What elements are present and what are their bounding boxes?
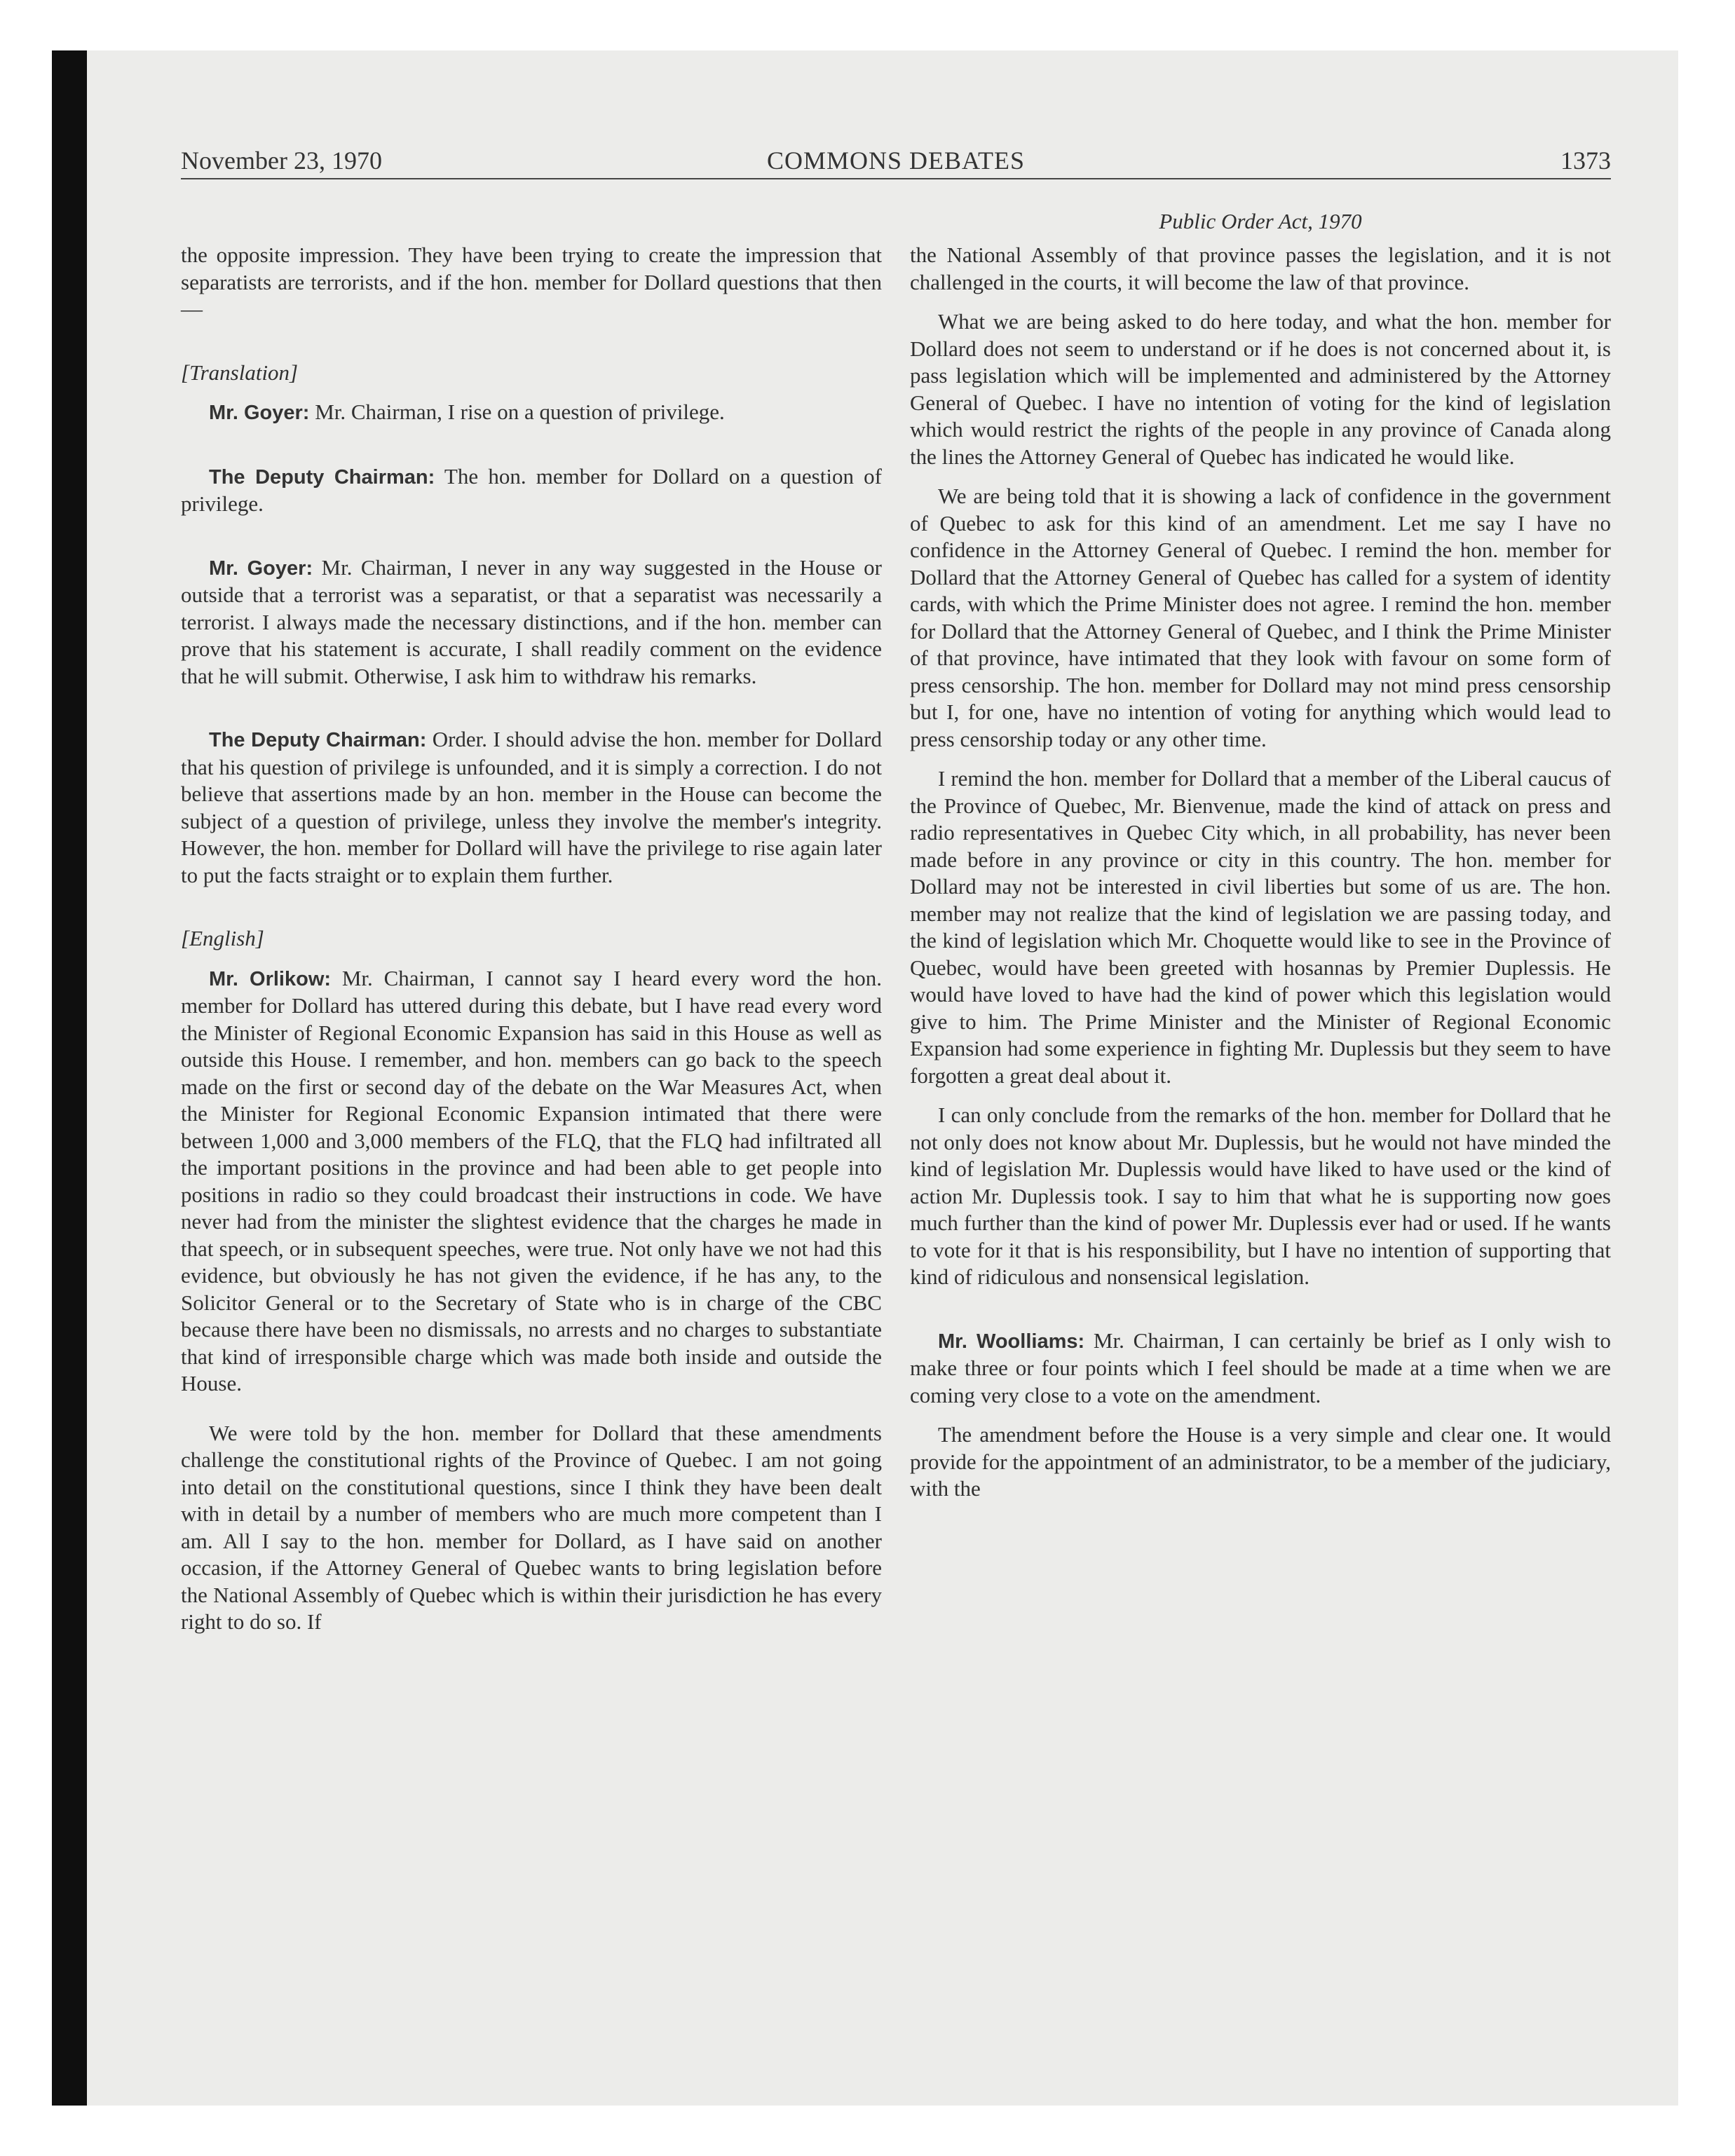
language-tag: [Translation] <box>181 360 299 385</box>
paragraph: the National Assembly of that province passes the legislation, and it is not challenged in the courts, it will become the law of that province. <box>910 243 1611 294</box>
paragraph: We were told by the hon. member for Dollard that these amendments challenge the constitutional rights of the Province of Quebec. I am not going into detail on the constitutional questions, since I think they have been dealt with in detail by a number of members who are much more competent than I am. All I say to the hon. member for Dollard, as I have said on another occasion, if the Attorney General of Quebec wants to bring legislation before the National Assembly of Quebec which is within their jurisdiction he has every right to do so. If <box>181 1420 882 1634</box>
language-tag: [English] <box>181 926 264 950</box>
speech-goyer <box>181 399 882 427</box>
speech-text: The hon. member for Dollard on a question of privilege. <box>181 463 882 516</box>
speech-orlikow <box>181 965 882 1398</box>
running-head: Public Order Act, 1970 <box>1159 209 1362 233</box>
publication-title: COMMONS DEBATES <box>766 146 1026 175</box>
paragraph: I remind the hon. member for Dollard that a member of the Liberal caucus of the Province of Quebec, Mr. Bienvenue, made the kind of attack on press and radio representatives in Quebec City which, in all probability, has never been made before in any province or city in this country. The hon. member for Dollard may not be interested in civil liberties but some of us are. The hon. member may not realize that the kind of legislation we are passing today, and the kind of legislation which Mr. Choquette would like to see in the Province of Quebec, would have been greeted with hosannas by Premier Duplessis. He would have loved to have had the kind of power which this legislation would give to him. The Prime Minister and the Minister of Regional Economic Expansion had some experience in fighting Mr. Duplessis but they seem to have forgotten a great deal about it. <box>910 766 1611 1088</box>
paragraph: I can only conclude from the remarks of the hon. member for Dollard that he not only does not know about Mr. Duplessis, but he would not have minded the kind of legislation Mr. Duplessis would have liked to have used or the kind of action Mr. Duplessis took. I say to him that what he is supporting now goes much further than the kind of power Mr. Duplessis ever had or used. If he wants to vote for it that is his responsibility, but I have no intention of supporting that kind of ridiculous and nonsensical legislation. <box>910 1103 1611 1289</box>
speech-text: Mr. Chairman, I rise on a question of privilege. <box>309 400 725 424</box>
paragraph: What we are being asked to do here today, and what the hon. member for Dollard does not seem to understand or if he does is not concerned about it, is pass legislation which will be implemented and administered by the Attorney General of Quebec. I have no intention of voting for the kind of legislation which would restrict the rights of the people in any province of Canada along the lines the Attorney General of Quebec has indicated he would like. <box>910 309 1611 469</box>
speech-text: Mr. Chairman, I cannot say I heard every word the hon. member for Dollard has uttered during this debate, but I have read every word the Minister of Regional Economic Expansion has said in this House as well as outside this House. I remember, and hon. members can go back to the speech made on the first or second day of the debate on the War Measures Act, when the Minister for Regional Economic Expansion intimated that there were between 1,000 and 3,000 members of the FLQ, that the FLQ had infiltrated all the important positions in the province and had been able to get people into positions in radio so they could broadcast their instructions in code. We have never had from the minister the slightest evidence that the charges he made in that speech, or in subsequent speeches, were true. Not only have we not had this evidence, but obviously he has not given the evidence, if he has any, to the Solicitor General or to the Secretary of State who is in charge of the CBC because there have been no dismissals, no arrests and no charges to substantiate that kind of irresponsible charge which was made both inside and outside the House. <box>181 965 882 1396</box>
speech-text: Mr. Chairman, I can certainly be brief as I only wish to make three or four points which I feel should be made at a time when we are coming very close to a vote on the amendment. <box>910 1328 1611 1407</box>
page-header <box>181 144 1611 179</box>
paragraph: We are being told that it is showing a lack of confidence in the government of Quebec to ask for this kind of an amendment. Let me say I have no confidence in the Attorney General of Quebec. I remind the hon. member for Dollard that the Attorney General of Quebec has called for a system of identity cards, with which the Prime Minister does not agree. I remind the hon. member for Dollard that the Attorney General of Quebec, and I think the Prime Minister of that province, have intimated that they look with favour on some form of press censorship. The hon. member for Dollard may not mind press censorship but I, for one, have no intention of voting for anything which would lead to press censorship today or any other time. <box>910 484 1611 751</box>
speaker-name: The Deputy Chairman: <box>209 729 427 751</box>
binding-edge <box>52 50 87 2106</box>
speech-text: Mr. Chairman, I never in any way suggested in the House or outside that a terrorist was a separatist, or that a separatist was necessarily a terrorist. I always made the necessary distinctions, and if the hon. member can prove that his statement is accurate, I shall readily comment on the evidence that he will submit. Otherwise, I ask him to withdraw his remarks. <box>181 554 882 688</box>
speaker-name: Mr. Orlikow: <box>209 967 332 990</box>
header-date: November 23, 1970 <box>181 146 382 175</box>
paragraph: the opposite impression. They have been trying to create the impression that separatists are terrorists, and if the hon. member for Dollard questions that then— <box>181 243 882 321</box>
speech-woolliams <box>910 1328 1611 1410</box>
speaker-name: Mr. Goyer: <box>209 402 310 424</box>
speaker-name: Mr. Woolliams: <box>938 1330 1085 1353</box>
page-number: 1373 <box>1560 146 1611 175</box>
speech-text: Order. I should advise the hon. member for Dollard that his question of privilege is unfounded, and it is simply a correction. I do not believe that assertions made by an hon. member in the House can become the subject of a question of privilege, unless they involve the member's integrity. However, the hon. member for Dollard will have the privilege to rise again later to put the facts straight or to explain them further. <box>181 727 883 887</box>
right-column <box>910 209 1611 1503</box>
speech-deputy-chairman <box>181 726 882 889</box>
left-column <box>181 242 882 1636</box>
speaker-name: Mr. Goyer: <box>209 557 313 580</box>
paragraph: The amendment before the House is a very simple and clear one. It would provide for the appointment of an administrator, to be a member of the judiciary, with the <box>910 1422 1611 1501</box>
speech-goyer <box>181 554 882 690</box>
speech-deputy-chairman <box>181 463 882 518</box>
speaker-name: The Deputy Chairman: <box>209 465 435 489</box>
